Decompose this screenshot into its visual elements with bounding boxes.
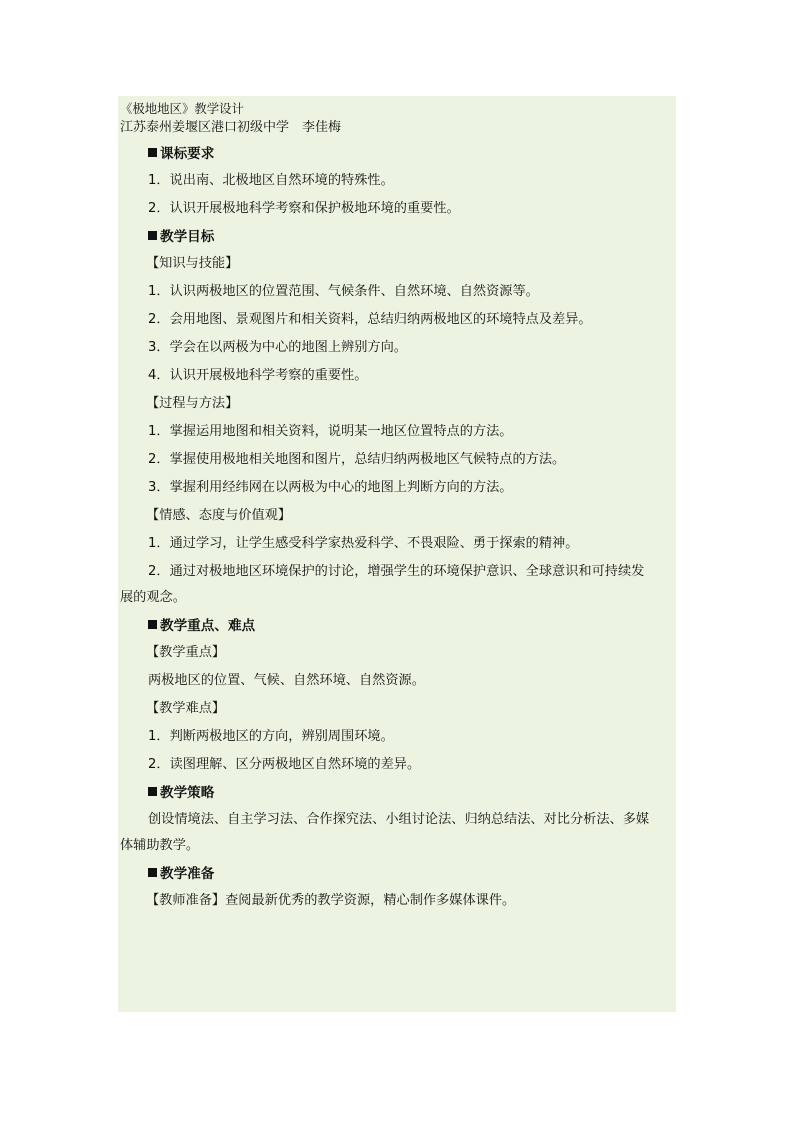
section-heading-zhunbei <box>118 862 676 886</box>
document-page <box>118 96 676 1012</box>
paragraph-continuation: 体辅助教学。 <box>120 838 200 853</box>
list-item: 1．判断两极地区的方向，辨别周围环境。 <box>148 729 394 744</box>
list-item: 2．会用地图、景观图片和相关资料，总结归纳两极地区的环境特点及差异。 <box>148 312 592 327</box>
heading-text: 课标要求 <box>160 146 215 162</box>
list-item-line: 2．通过对极地地区环境保护的讨论，增强学生的环境保护意识、全球意识和可持续发 <box>148 564 645 579</box>
black-square-icon <box>148 231 157 240</box>
black-square-icon <box>148 787 157 796</box>
black-square-icon <box>148 620 157 629</box>
list-item: 2．掌握使用极地相关地图和图片，总结归纳两极地区气候特点的方法。 <box>148 452 566 467</box>
subheading-difficulties: 【教学难点】 <box>146 701 226 716</box>
list-item-continuation: 展的观念。 <box>120 590 186 605</box>
list-item: 2．读图理解、区分两极地区自然环境的差异。 <box>148 757 421 772</box>
document-author: 江苏泰州姜堰区港口初级中学 李佳梅 <box>120 120 342 135</box>
document-title: 《极地地区》教学设计 <box>120 101 244 116</box>
paragraph-line: 创设情境法、自主学习法、合作探究法、小组讨论法、归纳总结法、对比分析法、多媒 <box>148 812 650 827</box>
list-item: 3．掌握利用经纬网在以两极为中心的地图上判断方向的方法。 <box>148 480 513 495</box>
subheading-key-points: 【教学重点】 <box>146 645 226 660</box>
list-item: 2．认识开展极地科学考察和保护极地环境的重要性。 <box>148 201 460 216</box>
section-heading-kebiao <box>118 142 676 166</box>
list-item: 1．说出南、北极地区自然环境的特殊性。 <box>148 173 394 188</box>
heading-text: 教学重点、难点 <box>160 618 256 634</box>
section-heading-mubiao <box>118 225 676 249</box>
list-item: 3．学会在以两极为中心的地图上辨别方向。 <box>148 340 407 355</box>
section-heading-zhongdian <box>118 614 676 638</box>
black-square-icon <box>148 868 157 877</box>
list-item: 1．认识两极地区的位置范围、气候条件、自然环境、自然资源等。 <box>148 284 539 299</box>
heading-text: 教学准备 <box>160 866 215 882</box>
section-heading-celue <box>118 781 676 805</box>
list-item: 4．认识开展极地科学考察的重要性。 <box>148 368 368 383</box>
paragraph-teacher-prep: 【教师准备】查阅最新优秀的教学资源，精心制作多媒体课件。 <box>146 893 516 908</box>
subheading-process: 【过程与方法】 <box>146 396 239 411</box>
list-item: 1．掌握运用地图和相关资料，说明某一地区位置特点的方法。 <box>148 424 513 439</box>
subheading-emotion: 【情感、态度与价值观】 <box>146 508 292 523</box>
list-item: 1．通过学习，让学生感受科学家热爱科学、不畏艰险、勇于探索的精神。 <box>148 536 579 551</box>
heading-text: 教学策略 <box>160 785 215 801</box>
subheading-knowledge: 【知识与技能】 <box>146 256 239 271</box>
black-square-icon <box>148 148 157 157</box>
heading-text: 教学目标 <box>160 229 215 245</box>
paragraph-text: 两极地区的位置、气候、自然环境、自然资源。 <box>148 673 425 688</box>
